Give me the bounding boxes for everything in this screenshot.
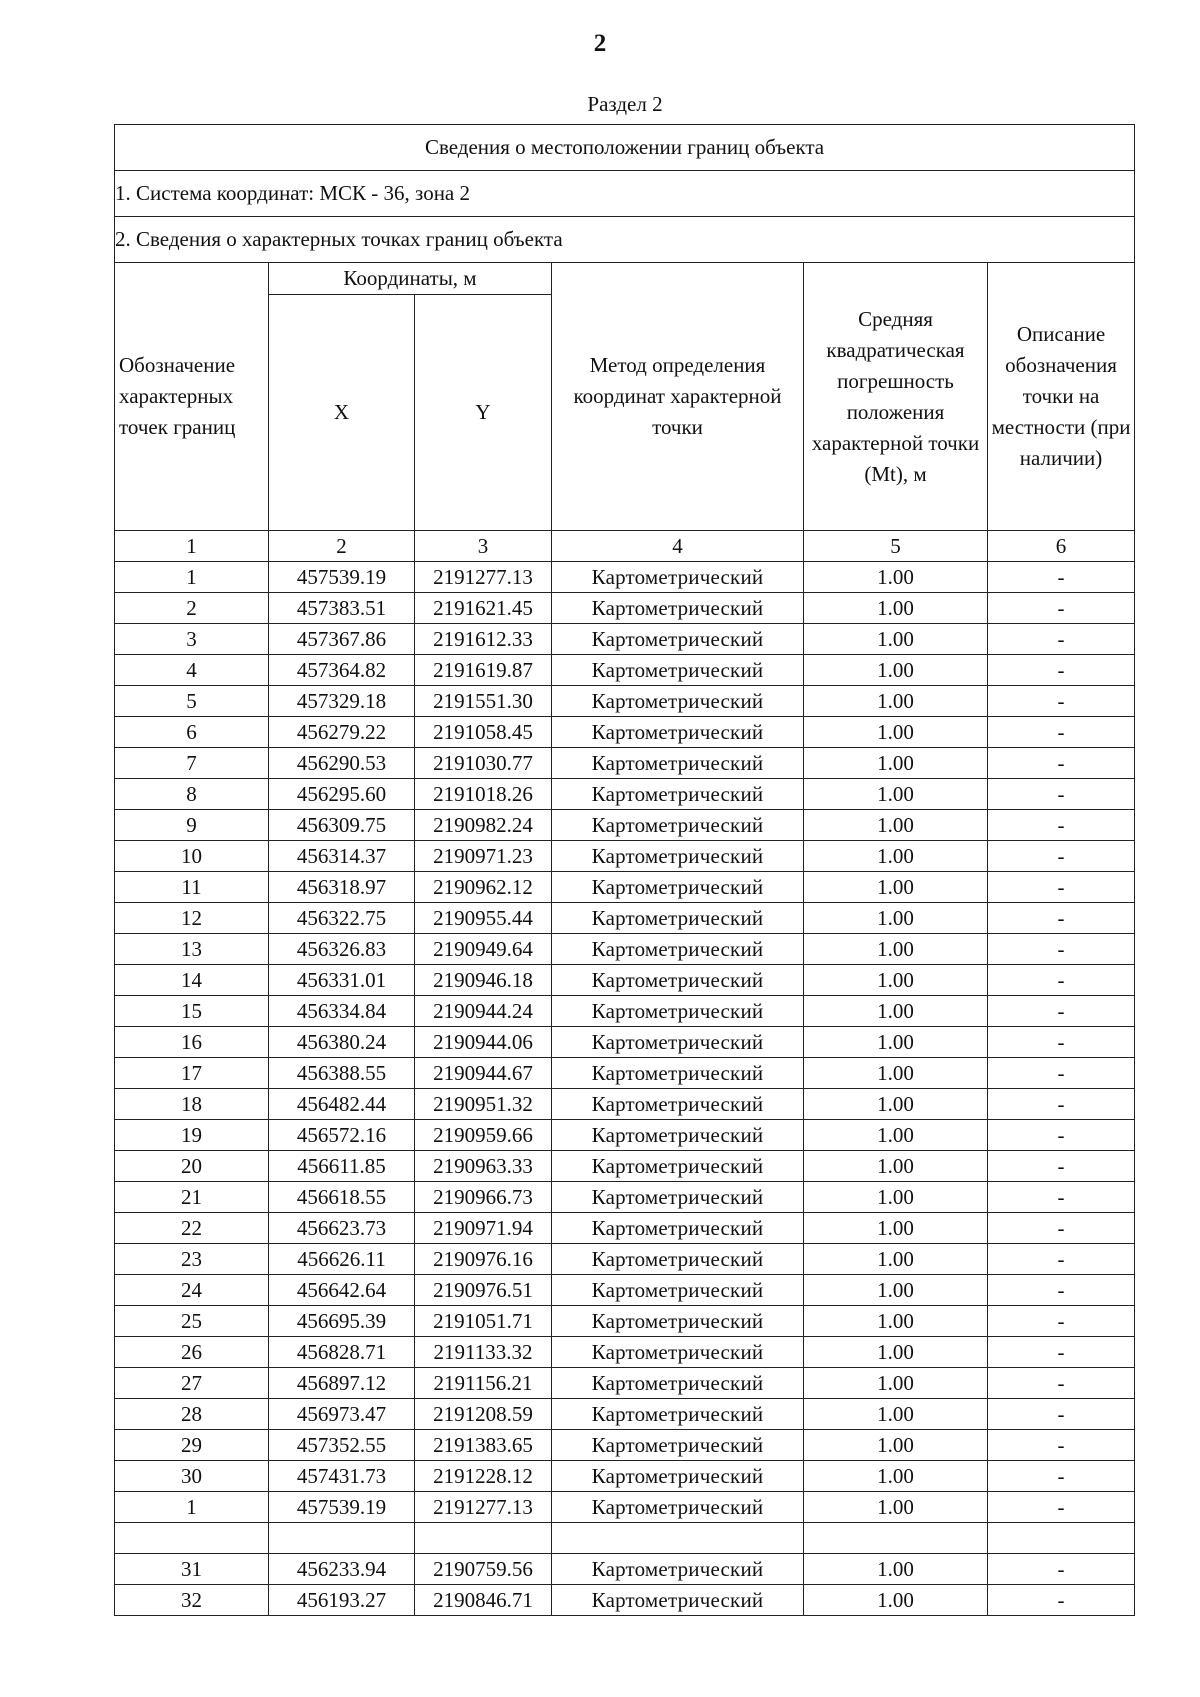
method-cell: Картометрический	[552, 1399, 804, 1430]
description-cell: -	[988, 1182, 1135, 1213]
description-cell: -	[988, 1120, 1135, 1151]
section-label: Раздел 2	[587, 92, 663, 116]
table-row	[115, 593, 1135, 624]
error-cell: 1.00	[804, 810, 988, 841]
coord-y: 2191228.12	[415, 1461, 552, 1492]
point-number: 24	[115, 1275, 269, 1306]
description-cell: -	[988, 1058, 1135, 1089]
table-row	[115, 872, 1135, 903]
coord-x: 457329.18	[269, 686, 415, 717]
description-cell: -	[988, 1585, 1135, 1616]
point-number: 31	[115, 1554, 269, 1585]
coord-x: 456623.73	[269, 1213, 415, 1244]
point-number: 23	[115, 1244, 269, 1275]
point-number: 12	[115, 903, 269, 934]
point-number: 6	[115, 717, 269, 748]
method-cell: Картометрический	[552, 593, 804, 624]
error-cell: 1.00	[804, 1244, 988, 1275]
empty-cell	[115, 1523, 269, 1554]
coord-x: 456626.11	[269, 1244, 415, 1275]
table-row	[115, 810, 1135, 841]
description-cell: -	[988, 965, 1135, 996]
coord-y: 2190982.24	[415, 810, 552, 841]
method-cell: Картометрический	[552, 1120, 804, 1151]
description-cell: -	[988, 593, 1135, 624]
description-cell: -	[988, 1554, 1135, 1585]
coord-y: 2191058.45	[415, 717, 552, 748]
coord-y: 2191051.71	[415, 1306, 552, 1337]
error-cell: 1.00	[804, 965, 988, 996]
header-point-designation: Обозначение характерных точек границ	[115, 263, 269, 531]
error-cell: 1.00	[804, 717, 988, 748]
description-cell: -	[988, 810, 1135, 841]
empty-cell	[415, 1523, 552, 1554]
table-row	[115, 748, 1135, 779]
description-cell: -	[988, 1213, 1135, 1244]
table-row	[115, 1461, 1135, 1492]
coord-x: 456482.44	[269, 1089, 415, 1120]
table-row	[115, 1244, 1135, 1275]
point-number: 17	[115, 1058, 269, 1089]
table-row	[115, 841, 1135, 872]
description-cell: -	[988, 934, 1135, 965]
description-cell: -	[988, 841, 1135, 872]
column-number: 3	[415, 531, 552, 562]
description-cell: -	[988, 1368, 1135, 1399]
point-number: 1	[115, 562, 269, 593]
method-cell: Картометрический	[552, 1244, 804, 1275]
error-cell: 1.00	[804, 1306, 988, 1337]
method-cell: Картометрический	[552, 903, 804, 934]
description-cell: -	[988, 1492, 1135, 1523]
description-cell: -	[988, 779, 1135, 810]
table-row	[115, 1027, 1135, 1058]
method-cell: Картометрический	[552, 1027, 804, 1058]
coord-x: 457367.86	[269, 624, 415, 655]
coord-x: 456897.12	[269, 1368, 415, 1399]
coord-y: 2191612.33	[415, 624, 552, 655]
error-cell: 1.00	[804, 1554, 988, 1585]
header-error: Средняя квадратическая погрешность положения характерной точки (Mt), м	[804, 263, 988, 531]
error-cell: 1.00	[804, 872, 988, 903]
point-number: 8	[115, 779, 269, 810]
table-row	[115, 1492, 1135, 1523]
description-cell: -	[988, 1027, 1135, 1058]
method-cell: Картометрический	[552, 686, 804, 717]
error-cell: 1.00	[804, 1213, 988, 1244]
table-row	[115, 1430, 1135, 1461]
table-row	[115, 686, 1135, 717]
description-cell: -	[988, 1337, 1135, 1368]
error-cell: 1.00	[804, 1275, 988, 1306]
coord-x: 456695.39	[269, 1306, 415, 1337]
method-cell: Картометрический	[552, 841, 804, 872]
empty-separator-row	[115, 1523, 1135, 1554]
point-number: 21	[115, 1182, 269, 1213]
coord-x: 457431.73	[269, 1461, 415, 1492]
column-number: 5	[804, 531, 988, 562]
table-row	[115, 1089, 1135, 1120]
empty-cell	[988, 1523, 1135, 1554]
empty-cell	[269, 1523, 415, 1554]
coord-y: 2191621.45	[415, 593, 552, 624]
coordinate-system: 1. Система координат: МСК - 36, зона 2	[115, 171, 1135, 217]
description-cell: -	[988, 686, 1135, 717]
point-number: 22	[115, 1213, 269, 1244]
error-cell: 1.00	[804, 1120, 988, 1151]
error-cell: 1.00	[804, 779, 988, 810]
table-title: Сведения о местоположении границ объекта	[115, 125, 1135, 171]
error-cell: 1.00	[804, 1399, 988, 1430]
coord-x: 456295.60	[269, 779, 415, 810]
coord-y: 2190946.18	[415, 965, 552, 996]
coord-y: 2190976.51	[415, 1275, 552, 1306]
coord-x: 456331.01	[269, 965, 415, 996]
boundary-points-table	[114, 124, 1135, 1616]
method-cell: Картометрический	[552, 1182, 804, 1213]
coord-y: 2190944.67	[415, 1058, 552, 1089]
coord-y: 2190949.64	[415, 934, 552, 965]
description-cell: -	[988, 1151, 1135, 1182]
coord-x: 456572.16	[269, 1120, 415, 1151]
coord-x: 456309.75	[269, 810, 415, 841]
table-row	[115, 1554, 1135, 1585]
description-cell: -	[988, 1430, 1135, 1461]
coord-y: 2190951.32	[415, 1089, 552, 1120]
coord-y: 2191551.30	[415, 686, 552, 717]
coord-y: 2190955.44	[415, 903, 552, 934]
coord-x: 457383.51	[269, 593, 415, 624]
point-number: 30	[115, 1461, 269, 1492]
coord-x: 456388.55	[269, 1058, 415, 1089]
point-number: 9	[115, 810, 269, 841]
header-coordinates: Координаты, м	[269, 263, 552, 295]
error-cell: 1.00	[804, 1337, 988, 1368]
method-cell: Картометрический	[552, 1089, 804, 1120]
description-cell: -	[988, 1244, 1135, 1275]
coord-y: 2190971.23	[415, 841, 552, 872]
error-cell: 1.00	[804, 686, 988, 717]
table-title-row	[115, 125, 1135, 171]
error-cell: 1.00	[804, 655, 988, 686]
coordinate-system-row	[115, 171, 1135, 217]
method-cell: Картометрический	[552, 1058, 804, 1089]
method-cell: Картометрический	[552, 1337, 804, 1368]
coord-x: 456642.64	[269, 1275, 415, 1306]
coord-y: 2191018.26	[415, 779, 552, 810]
coord-y: 2190966.73	[415, 1182, 552, 1213]
description-cell: -	[988, 748, 1135, 779]
table-row	[115, 1182, 1135, 1213]
column-number: 4	[552, 531, 804, 562]
table-row	[115, 1399, 1135, 1430]
table-row	[115, 903, 1135, 934]
error-cell: 1.00	[804, 1461, 988, 1492]
method-cell: Картометрический	[552, 1368, 804, 1399]
error-cell: 1.00	[804, 1151, 988, 1182]
method-cell: Картометрический	[552, 748, 804, 779]
point-number: 2	[115, 593, 269, 624]
coord-y: 2191277.13	[415, 562, 552, 593]
coord-x: 456973.47	[269, 1399, 415, 1430]
coord-y: 2191156.21	[415, 1368, 552, 1399]
coord-x: 456318.97	[269, 872, 415, 903]
column-number: 1	[115, 531, 269, 562]
coord-y: 2190959.66	[415, 1120, 552, 1151]
coord-y: 2190944.24	[415, 996, 552, 1027]
description-cell: -	[988, 872, 1135, 903]
points-info: 2. Сведения о характерных точках границ объекта	[115, 217, 1135, 263]
header-y: Y	[415, 295, 552, 531]
table-row	[115, 1585, 1135, 1616]
table-row	[115, 1213, 1135, 1244]
coord-x: 456322.75	[269, 903, 415, 934]
error-cell: 1.00	[804, 562, 988, 593]
method-cell: Картометрический	[552, 1461, 804, 1492]
method-cell: Картометрический	[552, 1306, 804, 1337]
header-description: Описание обозначения точки на местности (при наличии)	[988, 263, 1135, 531]
error-cell: 1.00	[804, 1430, 988, 1461]
point-number: 10	[115, 841, 269, 872]
header-row-1	[115, 263, 1135, 295]
point-number: 7	[115, 748, 269, 779]
method-cell: Картометрический	[552, 624, 804, 655]
point-number: 32	[115, 1585, 269, 1616]
coord-x: 456314.37	[269, 841, 415, 872]
point-number: 11	[115, 872, 269, 903]
method-cell: Картометрический	[552, 1275, 804, 1306]
error-cell: 1.00	[804, 1368, 988, 1399]
description-cell: -	[988, 717, 1135, 748]
error-cell: 1.00	[804, 996, 988, 1027]
coord-y: 2190976.16	[415, 1244, 552, 1275]
table-row	[115, 1275, 1135, 1306]
table-row	[115, 1151, 1135, 1182]
table-row	[115, 965, 1135, 996]
method-cell: Картометрический	[552, 1492, 804, 1523]
table-row	[115, 1306, 1135, 1337]
coord-x: 457352.55	[269, 1430, 415, 1461]
error-cell: 1.00	[804, 1182, 988, 1213]
coord-x: 456279.22	[269, 717, 415, 748]
method-cell: Картометрический	[552, 779, 804, 810]
column-number: 6	[988, 531, 1135, 562]
point-number: 20	[115, 1151, 269, 1182]
description-cell: -	[988, 1399, 1135, 1430]
error-cell: 1.00	[804, 934, 988, 965]
method-cell: Картометрический	[552, 810, 804, 841]
description-cell: -	[988, 996, 1135, 1027]
description-cell: -	[988, 1275, 1135, 1306]
coord-x: 457539.19	[269, 562, 415, 593]
points-info-row	[115, 217, 1135, 263]
table-row	[115, 779, 1135, 810]
coord-y: 2191383.65	[415, 1430, 552, 1461]
description-cell: -	[988, 1461, 1135, 1492]
point-number: 4	[115, 655, 269, 686]
point-number: 16	[115, 1027, 269, 1058]
description-cell: -	[988, 1089, 1135, 1120]
description-cell: -	[988, 562, 1135, 593]
coord-y: 2190963.33	[415, 1151, 552, 1182]
error-cell: 1.00	[804, 1089, 988, 1120]
method-cell: Картометрический	[552, 934, 804, 965]
coord-x: 457539.19	[269, 1492, 415, 1523]
coord-x: 456334.84	[269, 996, 415, 1027]
point-number: 5	[115, 686, 269, 717]
column-number: 2	[269, 531, 415, 562]
error-cell: 1.00	[804, 841, 988, 872]
coord-y: 2190944.06	[415, 1027, 552, 1058]
coord-x: 456326.83	[269, 934, 415, 965]
coord-y: 2190962.12	[415, 872, 552, 903]
error-cell: 1.00	[804, 903, 988, 934]
point-number: 14	[115, 965, 269, 996]
error-cell: 1.00	[804, 1058, 988, 1089]
table-row	[115, 717, 1135, 748]
header-x: X	[269, 295, 415, 531]
point-number: 27	[115, 1368, 269, 1399]
table-row	[115, 562, 1135, 593]
point-number: 18	[115, 1089, 269, 1120]
table-row	[115, 1337, 1135, 1368]
coord-y: 2191208.59	[415, 1399, 552, 1430]
method-cell: Картометрический	[552, 1213, 804, 1244]
table-row	[115, 934, 1135, 965]
empty-cell	[552, 1523, 804, 1554]
table-row	[115, 1368, 1135, 1399]
header-method: Метод определения координат характерной точки	[552, 263, 804, 531]
column-number-row	[115, 531, 1135, 562]
point-number: 28	[115, 1399, 269, 1430]
method-cell: Картометрический	[552, 1585, 804, 1616]
point-number: 26	[115, 1337, 269, 1368]
coord-x: 456233.94	[269, 1554, 415, 1585]
description-cell: -	[988, 655, 1135, 686]
point-number: 29	[115, 1430, 269, 1461]
coord-x: 456290.53	[269, 748, 415, 779]
method-cell: Картометрический	[552, 965, 804, 996]
table-row	[115, 655, 1135, 686]
description-cell: -	[988, 1306, 1135, 1337]
point-number: 13	[115, 934, 269, 965]
table-row	[115, 996, 1135, 1027]
error-cell: 1.00	[804, 624, 988, 655]
method-cell: Картометрический	[552, 717, 804, 748]
point-number: 3	[115, 624, 269, 655]
point-number: 15	[115, 996, 269, 1027]
error-cell: 1.00	[804, 1585, 988, 1616]
description-cell: -	[988, 624, 1135, 655]
table-row	[115, 1058, 1135, 1089]
coord-y: 2191277.13	[415, 1492, 552, 1523]
method-cell: Картометрический	[552, 562, 804, 593]
error-cell: 1.00	[804, 1027, 988, 1058]
coord-x: 456618.55	[269, 1182, 415, 1213]
empty-cell	[804, 1523, 988, 1554]
coord-y: 2191619.87	[415, 655, 552, 686]
description-cell: -	[988, 903, 1135, 934]
coord-x: 456380.24	[269, 1027, 415, 1058]
point-number: 19	[115, 1120, 269, 1151]
coord-y: 2191133.32	[415, 1337, 552, 1368]
method-cell: Картометрический	[552, 872, 804, 903]
coord-x: 457364.82	[269, 655, 415, 686]
table-row	[115, 1120, 1135, 1151]
error-cell: 1.00	[804, 748, 988, 779]
error-cell: 1.00	[804, 593, 988, 624]
method-cell: Картометрический	[552, 1430, 804, 1461]
coord-x: 456611.85	[269, 1151, 415, 1182]
point-number: 1	[115, 1492, 269, 1523]
coord-y: 2190971.94	[415, 1213, 552, 1244]
method-cell: Картометрический	[552, 1151, 804, 1182]
coord-y: 2190846.71	[415, 1585, 552, 1616]
method-cell: Картометрический	[552, 1554, 804, 1585]
coord-x: 456828.71	[269, 1337, 415, 1368]
table-row	[115, 624, 1135, 655]
method-cell: Картометрический	[552, 655, 804, 686]
method-cell: Картометрический	[552, 996, 804, 1027]
coord-y: 2191030.77	[415, 748, 552, 779]
coord-x: 456193.27	[269, 1585, 415, 1616]
error-cell: 1.00	[804, 1492, 988, 1523]
point-number: 25	[115, 1306, 269, 1337]
page-number: 2	[593, 30, 607, 57]
coord-y: 2190759.56	[415, 1554, 552, 1585]
